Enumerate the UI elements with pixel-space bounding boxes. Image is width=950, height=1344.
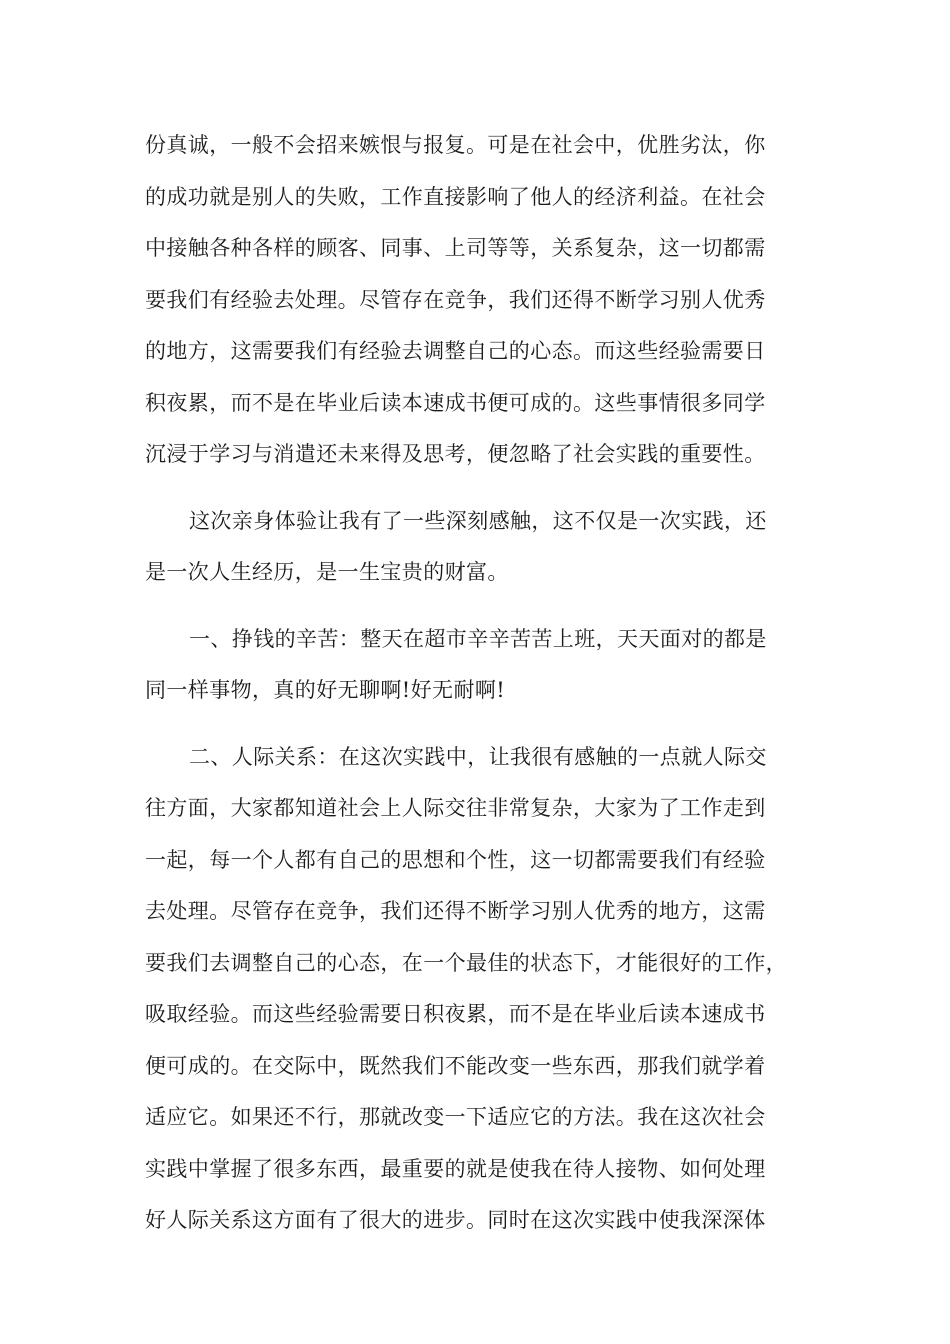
paragraph-2 (145, 496, 805, 599)
text-line: 积夜累，而不是在毕业后读本速成书便可成的。这些事情很多同学 (145, 390, 766, 415)
text-line: 一、挣钱的辛苦：整天在超市辛辛苦苦上班，天天面对的都是 (189, 626, 767, 651)
paragraph-1 (145, 120, 805, 481)
text-line: 往方面，大家都知道社会上人际交往非常复杂，大家为了工作走到 (145, 796, 766, 820)
text-line: 去处理。尽管存在竞争，我们还得不断学习别人优秀的地方，这需 (145, 899, 766, 923)
text-line: 份真诚，一般不会招来嫉恨与报复。可是在社会中，优胜劣汰，你 (145, 133, 766, 157)
text-line: 要我们有经验去处理。尽管存在竞争，我们还得不断学习别人优秀 (145, 287, 766, 312)
paragraph-gap (145, 481, 805, 496)
text-line: 是一次人生经历，是一生宝贵的财富。 (145, 560, 509, 584)
text-line: 二、人际关系：在这次实践中，让我很有感触的一点就人际交 (189, 744, 767, 769)
text-line: 沉浸于学习与消遣还未来得及思考，便忽略了社会实践的重要性。 (145, 442, 766, 466)
text-line: 同一样事物，真的好无聊啊!好无耐啊! (145, 678, 506, 702)
text-line: 便可成的。在交际中，既然我们不能改变一些东西，那我们就学着 (145, 1053, 766, 1078)
document-page (145, 120, 805, 1247)
text-line: 吸取经验。而这些经验需要日积夜累，而不是在毕业后读本速成书 (145, 1002, 766, 1026)
text-line: 适应它。如果还不行，那就改变一下适应它的方法。我在这次社会 (145, 1105, 766, 1129)
paragraph-gap (145, 717, 805, 732)
text-line: 的成功就是别人的失败，工作直接影响了他人的经济利益。在社会 (145, 184, 766, 209)
text-line: 好人际关系这方面有了很大的进步。同时在这次实践中使我深深体 (145, 1208, 766, 1232)
text-line: 一起，每一个人都有自己的思想和个性，这一切都需要我们有经验 (145, 847, 766, 872)
paragraph-4 (145, 732, 805, 1247)
text-line: 要我们去调整自己的心态，在一个最佳的状态下，才能很好的工作， (145, 950, 787, 975)
text-line: 中接触各种各样的顾客、同事、上司等等，关系复杂，这一切都需 (145, 236, 766, 260)
text-line: 实践中掌握了很多东西，最重要的就是使我在待人接物、如何处理 (145, 1156, 766, 1181)
paragraph-gap (145, 599, 805, 614)
text-line: 这次亲身体验让我有了一些深刻感触，这不仅是一次实践，还 (189, 508, 767, 533)
paragraph-3 (145, 614, 805, 717)
text-line: 的地方，这需要我们有经验去调整自己的心态。而这些经验需要日 (145, 339, 766, 363)
